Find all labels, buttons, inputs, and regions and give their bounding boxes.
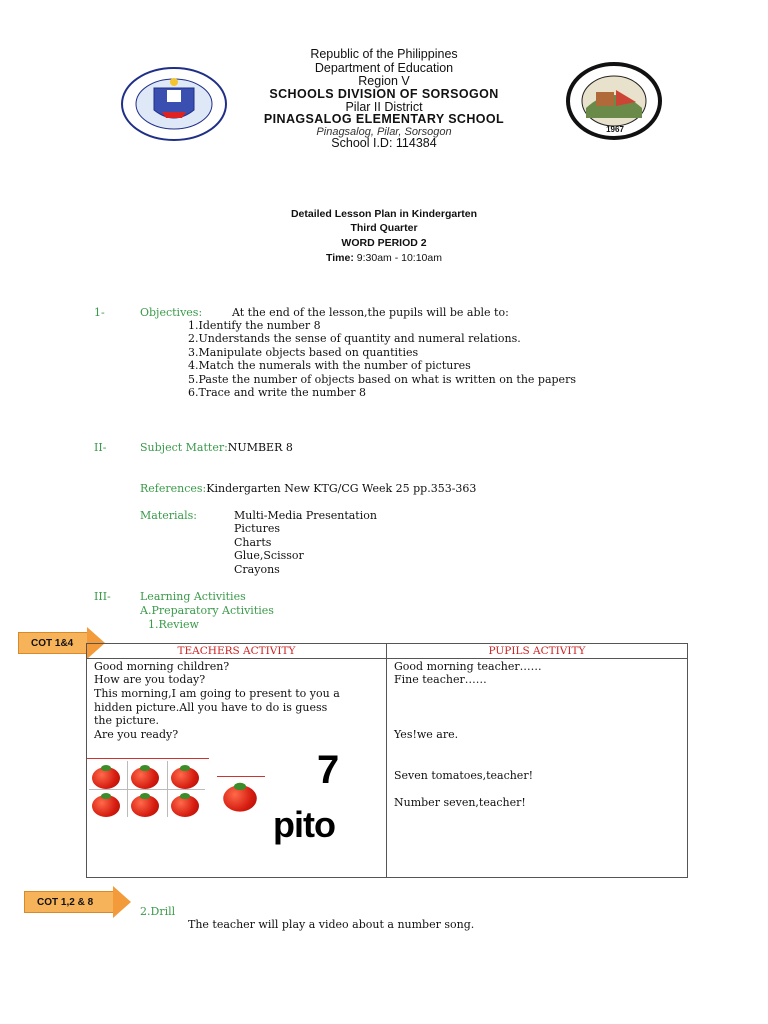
section1-label: Objectives: [140, 306, 203, 319]
teacher-line: hidden picture.All you have to do is guess [94, 701, 328, 714]
objective-item: 2.Understands the sense of quantity and numeral relations. [188, 332, 521, 345]
teacher-line: Are you ready? [94, 728, 179, 741]
pupil-line: Fine teacher…… [394, 673, 487, 686]
material-item: Crayons [234, 563, 280, 576]
pupil-line: Yes!we are. [394, 728, 459, 741]
objective-item: 6.Trace and write the number 8 [188, 386, 367, 399]
table-divider [386, 644, 387, 877]
time-label: Time: [326, 252, 354, 264]
material-item: Glue,Scissor [234, 549, 304, 562]
time-value: 9:30am - 10:10am [353, 252, 442, 264]
teacher-line: Good morning children? [94, 660, 230, 673]
tomato-icon [130, 763, 160, 789]
pupils-activity-header: PUPILS ACTIVITY [488, 645, 586, 657]
number-word-pito: pito [273, 804, 335, 845]
tomato-icon [170, 791, 200, 817]
number-seven: 7 [317, 748, 340, 792]
header-department: Department of Education [314, 61, 454, 75]
section3-label: Learning Activities [140, 590, 246, 603]
teacher-line: the picture. [94, 714, 160, 727]
references-value: Kindergarten New KTG/CG Week 25 pp.353-363 [206, 482, 477, 495]
subject-matter-label: Subject Matter: [140, 441, 228, 454]
grid-line [89, 789, 205, 790]
tomato-grid-image [87, 758, 209, 821]
seal-year: 1967 [606, 125, 624, 134]
teacher-line: This morning,I am going to present to you a [94, 687, 340, 700]
lesson-quarter: Third Quarter [350, 222, 418, 234]
lesson-title: Detailed Lesson Plan in Kindergarten [290, 208, 478, 220]
material-item: Pictures [234, 522, 280, 535]
preparatory-activities: A.Preparatory Activities [140, 604, 274, 617]
section1-number: 1- [94, 306, 105, 319]
tomato-icon [91, 791, 121, 817]
pupil-line: Good morning teacher…… [394, 660, 542, 673]
material-item: Multi-Media Presentation [234, 509, 377, 522]
pupil-line: Seven tomatoes,teacher! [394, 769, 533, 782]
table-header-rule [87, 658, 687, 659]
subject-matter-value: NUMBER 8 [227, 441, 293, 454]
teachers-activity-header: TEACHERS ACTIVITY [177, 645, 296, 657]
tomato-icon [170, 763, 200, 789]
subject-matter [140, 441, 293, 454]
cot-badge-2 [24, 891, 114, 913]
header-division: SCHOOLS DIVISION OF SORSOGON [269, 87, 499, 101]
references [140, 482, 476, 495]
lesson-period: WORD PERIOD 2 [341, 237, 427, 249]
objective-item: 3.Manipulate objects based on quantities [188, 346, 419, 359]
arrow-right-icon [113, 886, 131, 918]
header-region: Region V [358, 74, 410, 88]
single-tomato-image [217, 776, 265, 817]
review-label: 1.Review [148, 618, 199, 631]
materials-label: Materials: [140, 509, 197, 522]
drill-text: The teacher will play a video about a number song. [188, 918, 475, 931]
section1-intro: At the end of the lesson,the pupils will be able to: [232, 306, 509, 319]
header-school-id: School I.D: 114384 [331, 136, 437, 150]
objective-item: 4.Match the numerals with the number of pictures [188, 359, 471, 372]
section3-number: III- [94, 590, 111, 603]
activity-table [86, 643, 688, 878]
lesson-time [0, 252, 768, 264]
tomato-icon [91, 763, 121, 789]
pupil-line: Number seven,teacher! [394, 796, 526, 809]
cot-badge-1-label: COT 1&4 [31, 637, 74, 649]
header-address: Pinagsalog, Pilar, Sorsogon [316, 126, 452, 138]
section2-number: II- [94, 441, 107, 454]
tomato-icon [130, 791, 160, 817]
teacher-line: How are you today? [94, 673, 206, 686]
cot-badge-2-label: COT 1,2 & 8 [37, 896, 94, 908]
header-republic: Republic of the Philippines [310, 47, 458, 61]
header-district: Pilar II District [345, 100, 423, 114]
tomato-icon [222, 780, 258, 811]
references-label: References: [140, 482, 207, 495]
drill-label: 2.Drill [140, 905, 176, 918]
objective-item: 5.Paste the number of objects based on what is written on the papers [188, 373, 576, 386]
objective-item: 1.Identify the number 8 [188, 319, 321, 332]
header-school: PINAGSALOG ELEMENTARY SCHOOL [263, 112, 505, 126]
material-item: Charts [234, 536, 272, 549]
cot-badge-1 [18, 632, 88, 654]
